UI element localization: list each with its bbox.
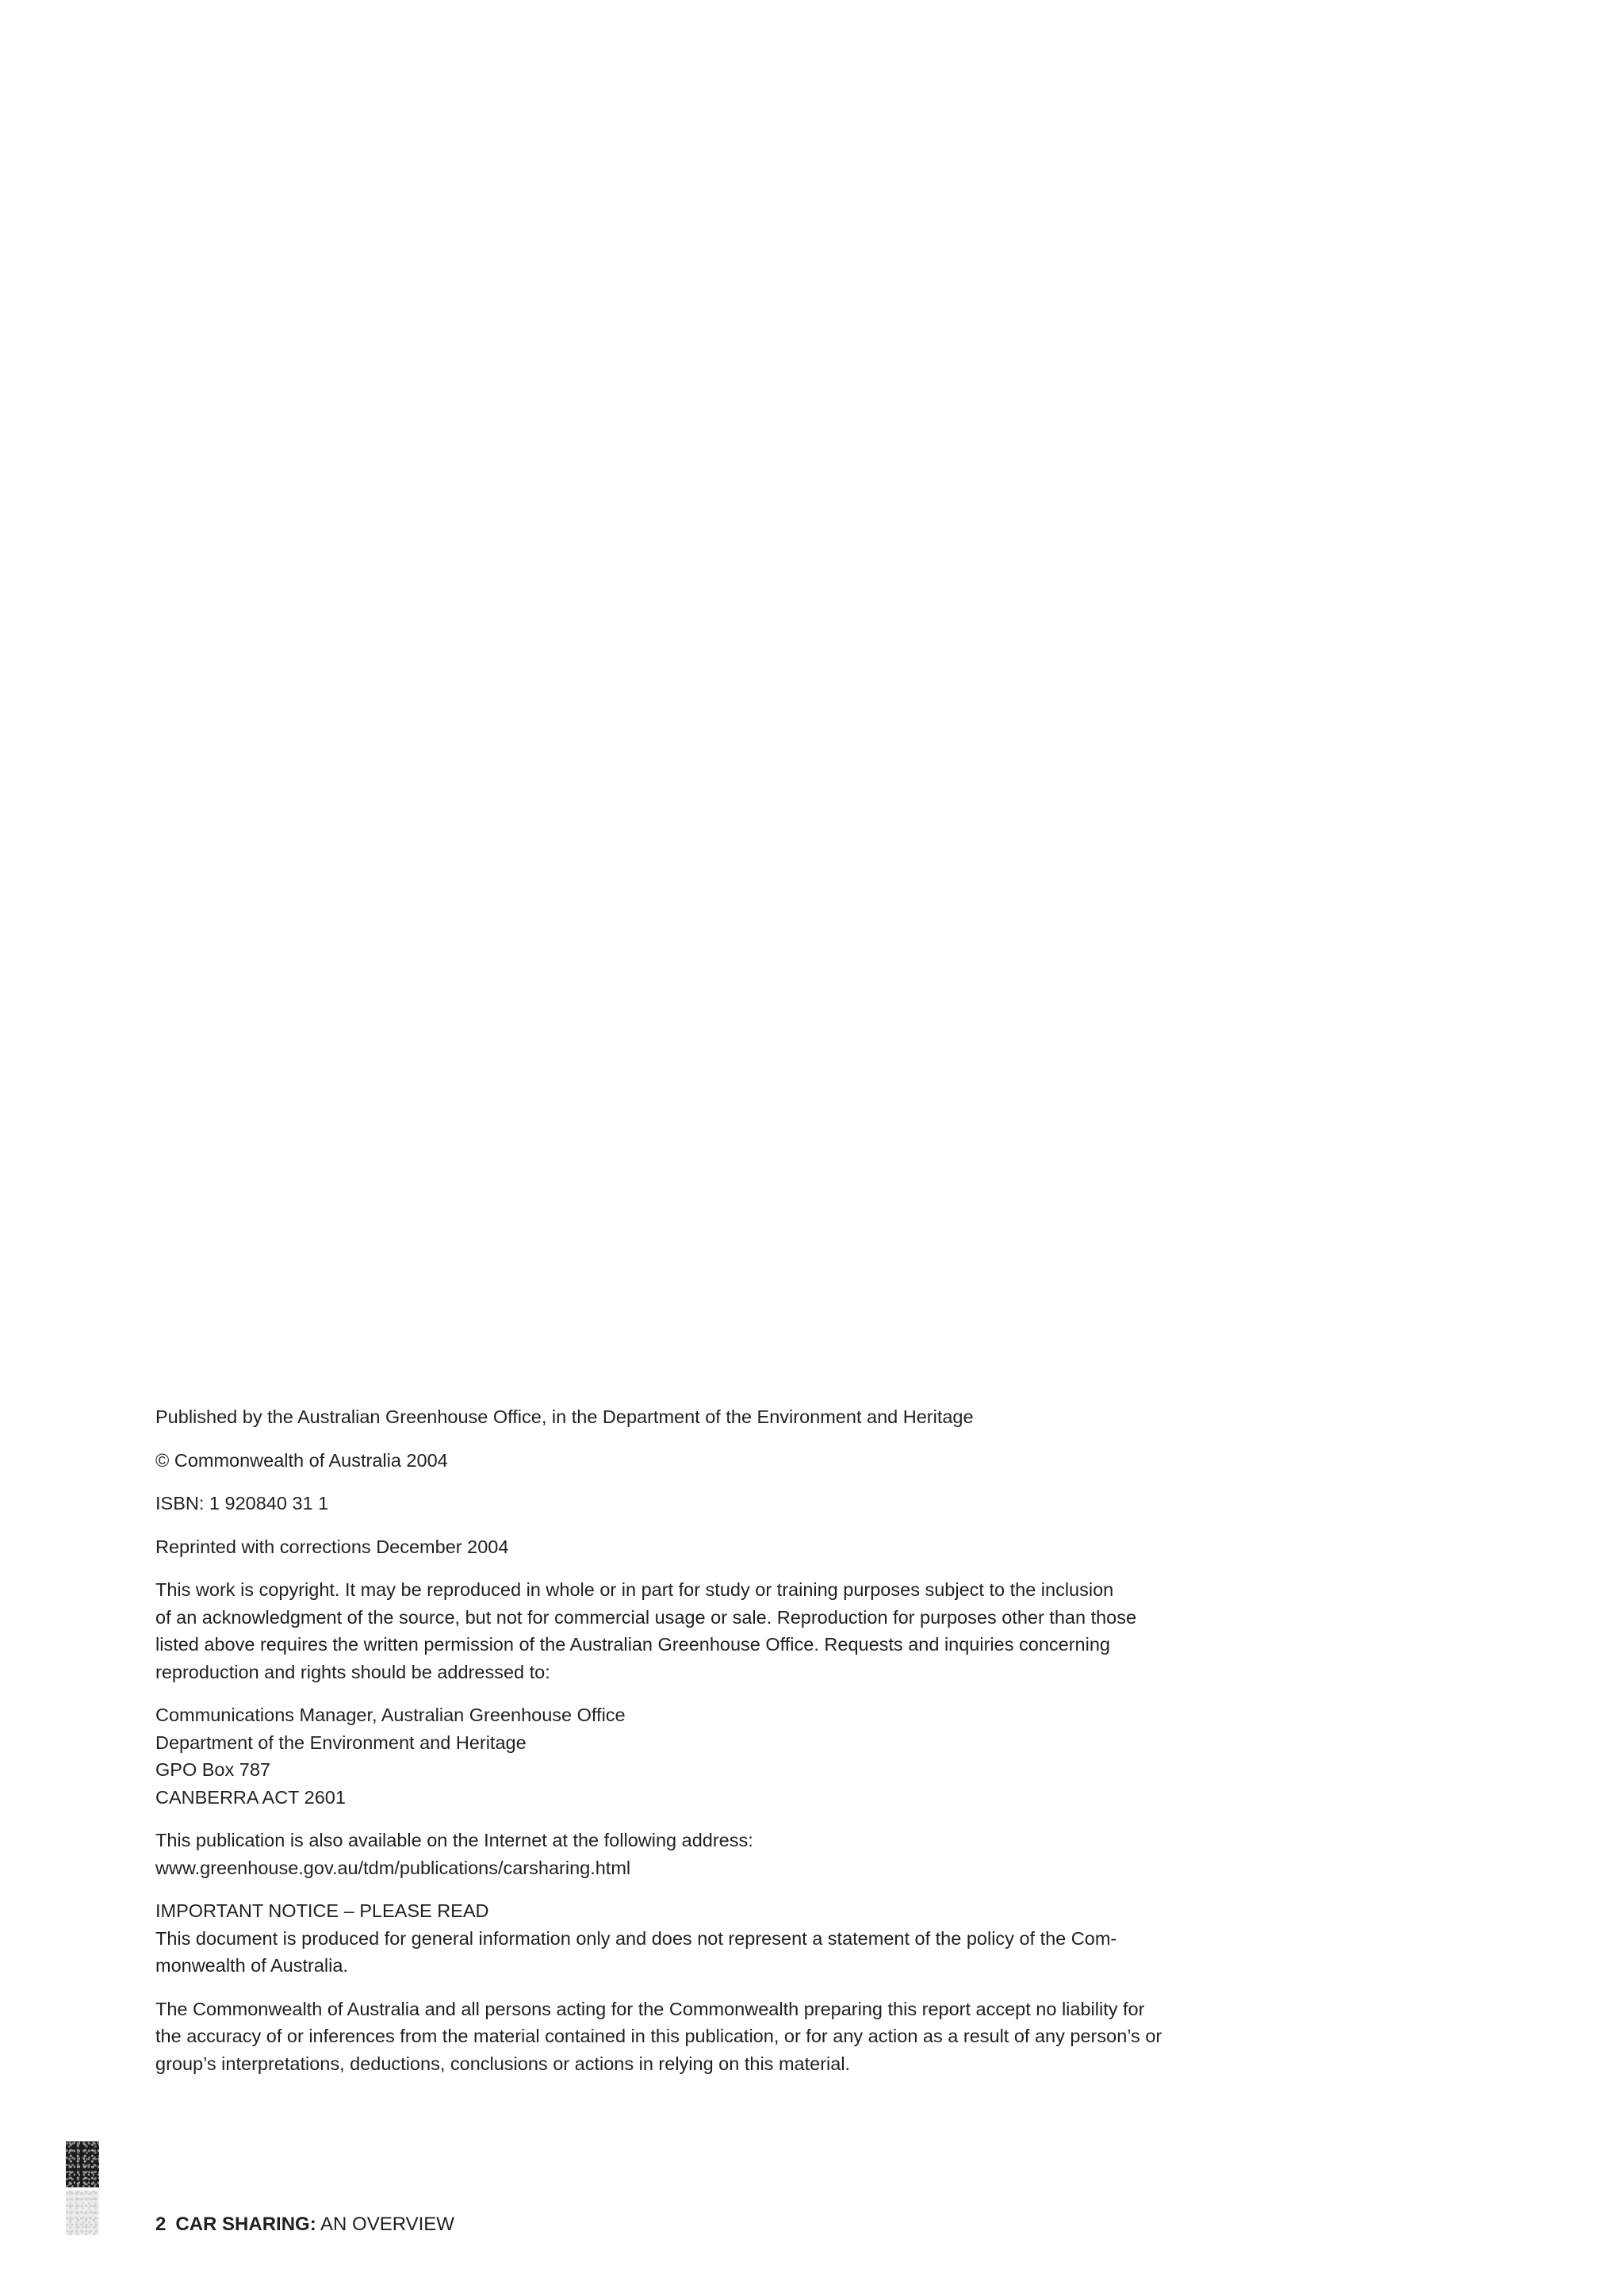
paragraph-line: of an acknowledgment of the source, but not for commercial usage or sale. Reproduction for purposes other than those: [155, 1606, 1137, 1628]
paragraph-line: This work is copyright. It may be reproduced in whole or in part for study or training purposes subject to the inclusion: [155, 1579, 1114, 1600]
light-texture-swatch: [66, 2191, 99, 2235]
important-notice: [155, 1897, 1186, 1980]
isbn-line: ISBN: 1 920840 31 1: [155, 1493, 329, 1513]
dark-texture-swatch: [66, 2141, 99, 2187]
copyright-line: © Commonwealth of Australia 2004: [155, 1449, 448, 1471]
paragraph-line: This document is produced for general information only and does not represent a statement of the policy of the Com-: [155, 1927, 1117, 1949]
address-line: CANBERRA ACT 2601: [155, 1786, 346, 1808]
paragraph-line: group’s interpretations, deductions, conclusions or actions in relying on this material.: [155, 2053, 851, 2074]
notice-heading: IMPORTANT NOTICE – PLEASE READ: [155, 1900, 489, 1921]
paragraph-line: monwealth of Australia.: [155, 1955, 348, 1976]
internet-availability: [155, 1827, 1186, 1881]
running-title-regular: AN OVERVIEW: [316, 2214, 454, 2235]
reprint-line: Reprinted with corrections December 2004: [155, 1536, 509, 1557]
paragraph-line: The Commonwealth of Australia and all persons acting for the Commonwealth preparing this report accept no liability for: [155, 1998, 1145, 2019]
page-footer: [155, 2213, 454, 2237]
address-line: Communications Manager, Australian Greenhouse Office: [155, 1705, 626, 1725]
address-line: Department of the Environment and Heritage: [155, 1732, 527, 1753]
paragraph-line: reproduction and rights should be addressed to:: [155, 1661, 550, 1682]
paragraph-line: listed above requires the written permission of the Australian Greenhouse Office. Requests and inquiries concerning: [155, 1634, 1110, 1655]
running-title-bold: CAR SHARING:: [175, 2214, 316, 2235]
paragraph-line: This publication is also available on the Internet at the following address:: [155, 1830, 753, 1850]
address-line: GPO Box 787: [155, 1759, 270, 1780]
page-number: 2: [155, 2214, 167, 2235]
published-by-statement: Published by the Australian Greenhouse Office, in the Department of the Environment and Heritage: [155, 1406, 974, 1427]
publication-url: www.greenhouse.gov.au/tdm/publications/carsharing.html: [155, 1857, 631, 1878]
imprint-page: [155, 1403, 1186, 2093]
copyright-notice-paragraph: [155, 1576, 1186, 1686]
liability-disclaimer: [155, 1996, 1186, 2078]
postal-address: [155, 1701, 1186, 1811]
paragraph-line: the accuracy of or inferences from the material contained in this publication, or for any action as a result of any person’s or: [155, 2026, 1162, 2046]
